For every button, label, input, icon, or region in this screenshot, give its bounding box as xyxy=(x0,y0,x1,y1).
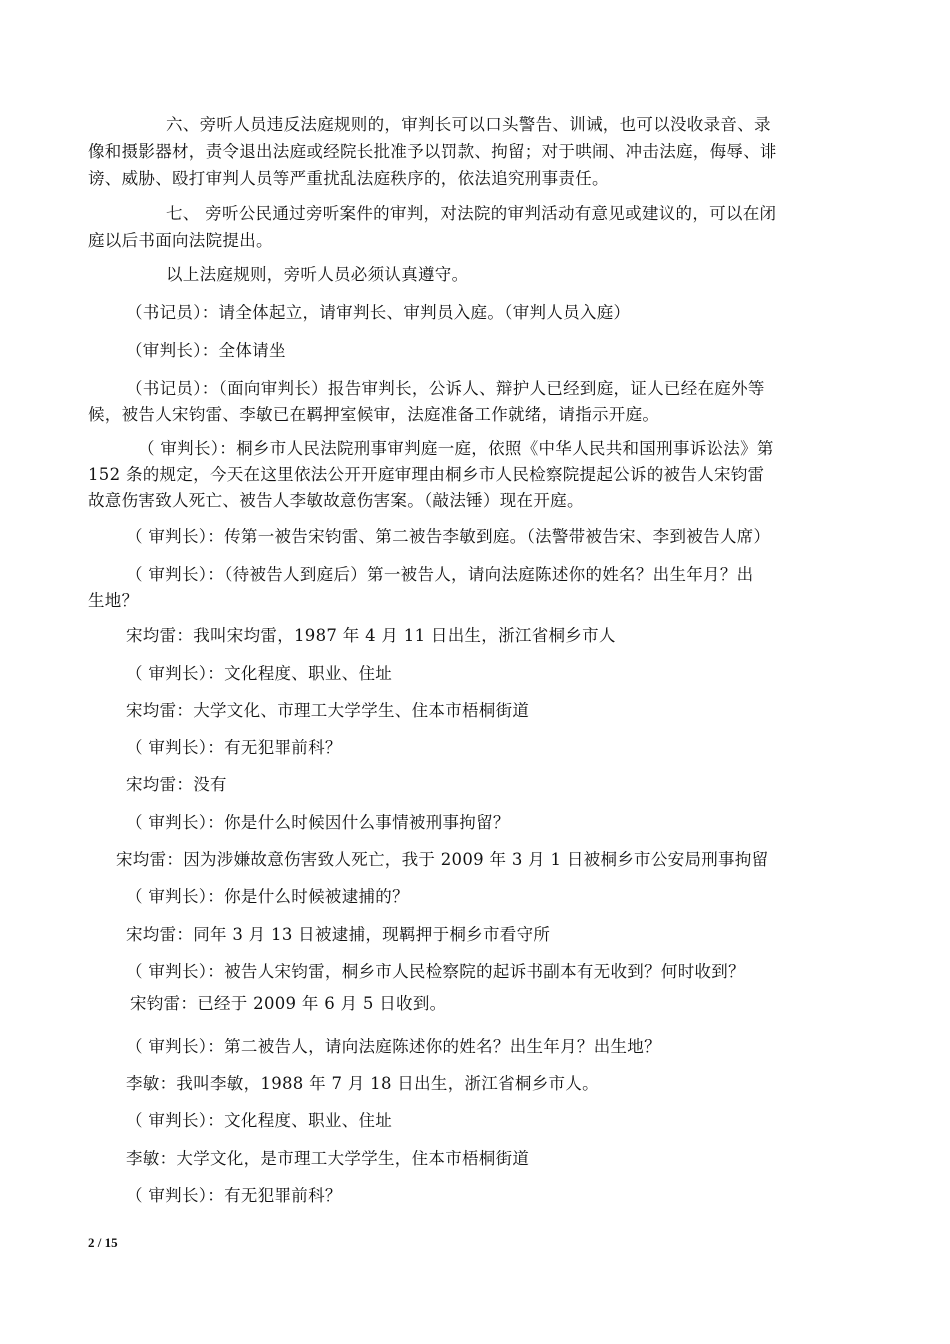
text-line: 谤、威胁、殴打审判人员等严重扰乱法庭秩序的，依法追究刑事责任。 xyxy=(88,169,609,188)
text-line: 六、旁听人员违反法庭规则的，审判长可以口头警告、训诫，也可以没收录音、录 xyxy=(166,115,771,134)
text-line: 七、 旁听公民通过旁听案件的审判，对法院的审判活动有意见或建议的，可以在闭 xyxy=(166,204,777,223)
text-line: （书记员）：请全体起立，请审判长、审判员入庭。（审判人员入庭） xyxy=(126,303,631,322)
text-line: （书记员）：（面向审判长）报告审判长，公诉人、辩护人已经到庭，证人已经在庭外等 xyxy=(126,379,765,398)
page-number: 2 / 15 xyxy=(88,1235,118,1250)
text-line: 李敏：大学文化，是市理工大学学生，住本市梧桐街道 xyxy=(126,1149,530,1168)
text-line: （ 审判长）：第二被告人，请向法庭陈述你的姓名？出生年月？出生地？ xyxy=(126,1037,661,1056)
text-line: （ 审判长）：文化程度、职业、住址 xyxy=(126,664,393,683)
text-line: 候，被告人宋钧雷、李敏已在羁押室候审，法庭准备工作就绪，请指示开庭。 xyxy=(88,405,660,424)
text-line: 以上法庭规则，旁听人员必须认真遵守。 xyxy=(166,265,469,284)
text-line: 李敏：我叫李敏，1988 年 7 月 18 日出生，浙江省桐乡市人。 xyxy=(126,1074,599,1093)
text-line: 宋均雷：我叫宋均雷，1987 年 4 月 11 日出生，浙江省桐乡市人 xyxy=(126,626,616,645)
text-line: （ 审判长）：（待被告人到庭后）第一被告人，请向法庭陈述你的姓名？出生年月？出 xyxy=(126,565,754,584)
text-line: （ 审判长）：桐乡市人民法院刑事审判庭一庭，依照《中华人民共和国刑事诉讼法》第 xyxy=(138,439,774,458)
text-line: （ 审判长）：你是什么时候因什么事情被刑事拘留？ xyxy=(126,813,510,832)
text-line: （ 审判长）：文化程度、职业、住址 xyxy=(126,1111,393,1130)
text-line: （ 审判长）：被告人宋钧雷，桐乡市人民检察院的起诉书副本有无收到？何时收到？ xyxy=(126,962,745,981)
text-line: 故意伤害致人死亡、被告人李敏故意伤害案。（敲法锤）现在开庭。 xyxy=(88,491,584,510)
text-line: 152 条的规定，今天在这里依法公开开庭审理由桐乡市人民检察院提起公诉的被告人宋钧雷 xyxy=(88,465,765,484)
text-line: （ 审判长）：传第一被告宋钧雷、第二被告李敏到庭。（法警带被告宋、李到被告人席） xyxy=(126,527,771,546)
text-line: 生地？ xyxy=(88,591,139,610)
text-line: 宋均雷：同年 3 月 13 日被逮捕，现羁押于桐乡市看守所 xyxy=(126,925,551,944)
text-line: （ 审判长）：有无犯罪前科？ xyxy=(126,738,342,757)
text-line: （ 审判长）：你是什么时候被逮捕的？ xyxy=(126,887,409,906)
text-line: 宋均雷：因为涉嫌故意伤害致人死亡，我于 2009 年 3 月 1 日被桐乡市公安局刑事拘留 xyxy=(116,850,769,869)
text-line: 像和摄影器材，责令退出法庭或经院长批准予以罚款、拘留；对于哄闹、冲击法庭，侮辱、诽 xyxy=(88,142,777,161)
text-line: 宋均雷：没有 xyxy=(126,775,227,794)
text-line: 庭以后书面向法院提出。 xyxy=(88,231,273,250)
text-line: 宋钧雷：已经于 2009 年 6 月 5 日收到。 xyxy=(130,994,447,1013)
text-line: （审判长）：全体请坐 xyxy=(126,341,286,360)
text-line: 宋均雷：大学文化、市理工大学学生、住本市梧桐街道 xyxy=(126,701,530,720)
text-line: （ 审判长）：有无犯罪前科？ xyxy=(126,1186,342,1205)
